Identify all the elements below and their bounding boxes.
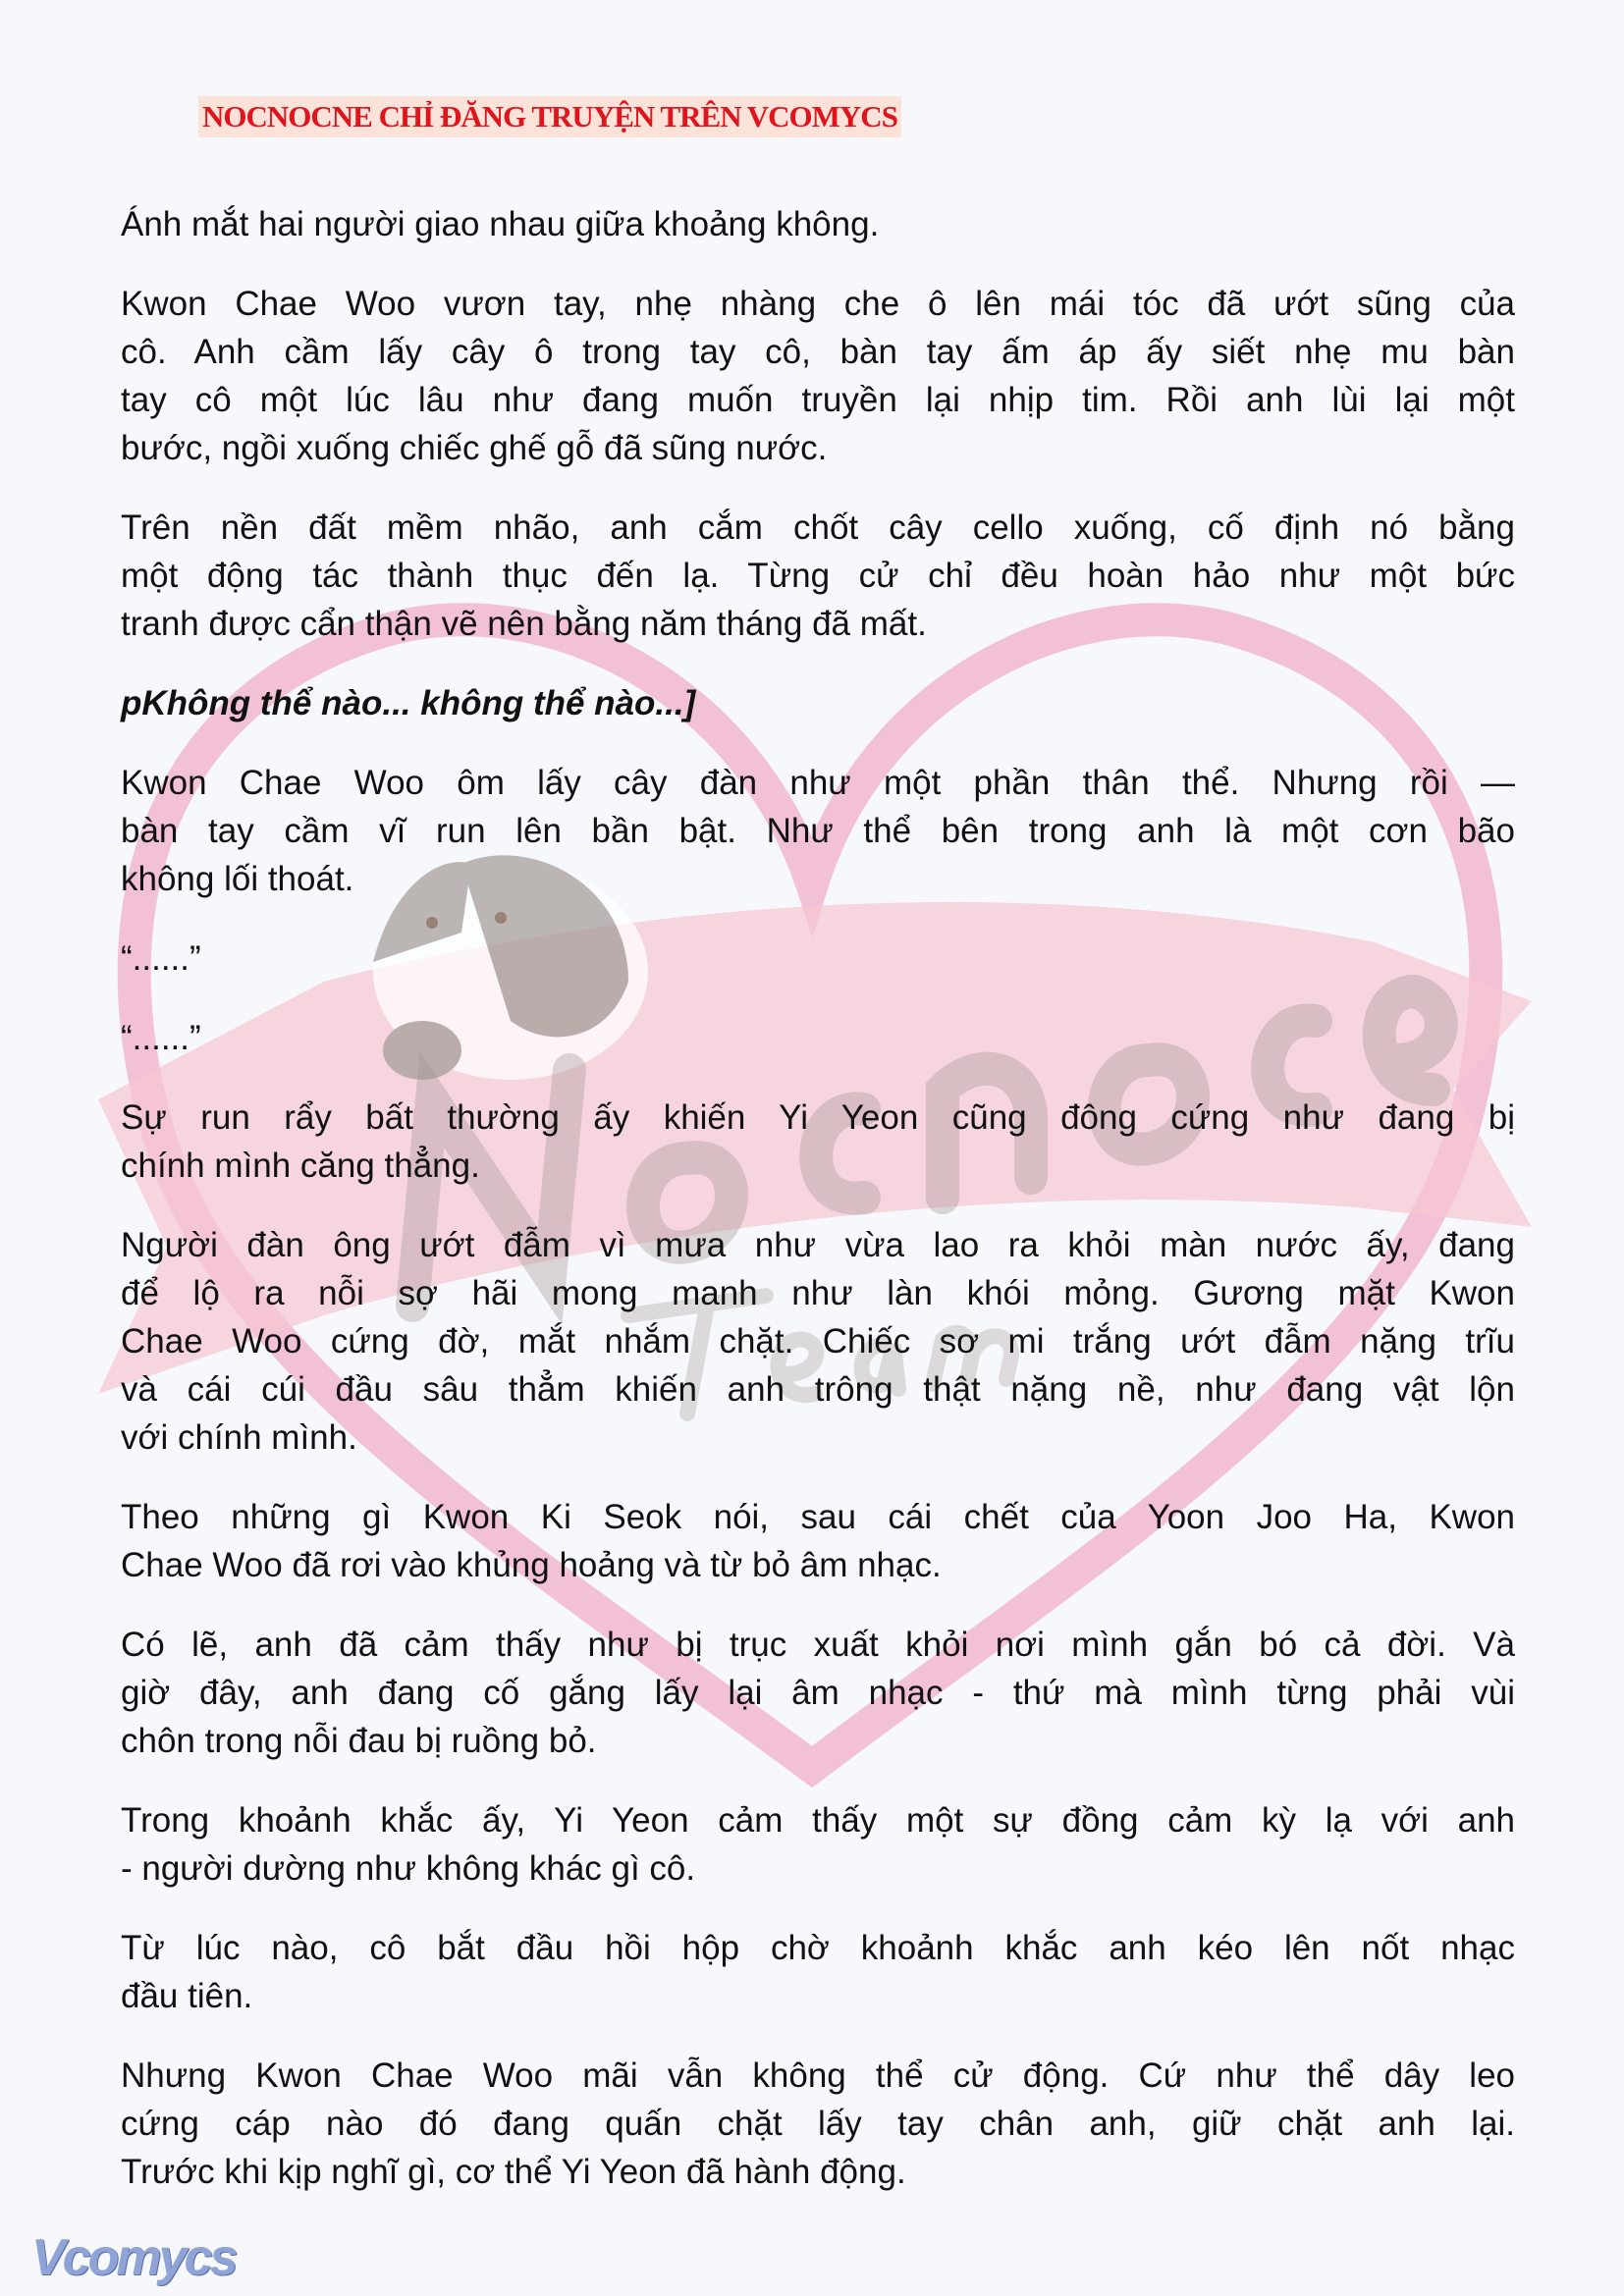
paragraph	[121, 200, 1515, 248]
paragraph	[121, 1094, 1515, 1190]
text-line: đầu tiên.	[121, 1977, 253, 2015]
text-line: “......”	[121, 939, 201, 978]
text-line: Ánh mắt hai người giao nhau giữa khoảng không.	[121, 205, 880, 243]
paragraph	[121, 1221, 1515, 1462]
text-line: Kwon Chae Woo ôm lấy cây đàn như một phần thân thể. Nhưng rồi —	[121, 764, 1515, 802]
text-line: bước, ngồi xuống chiếc ghế gỗ đã sũng nước.	[121, 429, 828, 467]
vcomycs-logo: Vcomycs	[31, 2229, 236, 2286]
text-line: Nhưng Kwon Chae Woo mãi vẫn không thể cử động. Cứ như thể dây leo	[121, 2056, 1515, 2095]
text-line: giờ đây, anh đang cố gắng lấy lại âm nhạc - thứ mà mình từng phải vùi	[121, 1674, 1515, 1712]
text-line: tay cô một lúc lâu như đang muốn truyền lại nhịp tim. Rồi anh lùi lại một	[121, 381, 1515, 419]
text-line: Chae Woo cứng đờ, mắt nhắm chặt. Chiếc sơ mi trắng ướt đẫm nặng trĩu	[121, 1322, 1515, 1361]
paragraph	[121, 2052, 1515, 2196]
paragraph	[121, 934, 1515, 983]
paragraph	[121, 1621, 1515, 1765]
text-line: Trước khi kịp nghĩ gì, cơ thể Yi Yeon đã hành động.	[121, 2153, 906, 2191]
paragraph	[121, 679, 1515, 727]
text-line: Kwon Chae Woo vươn tay, nhẹ nhàng che ô lên mái tóc đã ướt sũng của	[121, 285, 1515, 323]
text-line: không lối thoát.	[121, 860, 354, 898]
paragraph	[121, 1924, 1515, 2020]
text-line: để lộ ra nỗi sợ hãi mong manh như làn khói mỏng. Gương mặt Kwon	[121, 1274, 1515, 1312]
text-line: Người đàn ông ướt đẫm vì mưa như vừa lao ra khỏi màn nước ấy, đang	[121, 1226, 1515, 1264]
paragraph	[121, 1014, 1515, 1062]
text-line: chôn trong nỗi đau bị ruồng bỏ.	[121, 1722, 597, 1760]
text-line: - người dường như không khác gì cô.	[121, 1849, 696, 1888]
text-line: tranh được cẩn thận vẽ nên bằng năm tháng đã mất.	[121, 605, 927, 643]
text-line: “......”	[121, 1019, 201, 1057]
text-line: bàn tay cầm vĩ run lên bần bật. Như thể bên trong anh là một cơn bão	[121, 812, 1515, 850]
text-line: Chae Woo đã rơi vào khủng hoảng và từ bỏ âm nhạc.	[121, 1546, 942, 1584]
paragraph	[121, 504, 1515, 648]
text-line: cứng cáp nào đó đang quấn chặt lấy tay chân anh, giữ chặt anh lại.	[121, 2105, 1515, 2143]
paragraph	[121, 280, 1515, 472]
text-line: và cái cúi đầu sâu thẳm khiến anh trông thật nặng nề, như đang vật lộn	[121, 1370, 1515, 1409]
header-banner: NOCNOCNE CHỈ ĐĂNG TRUYỆN TRÊN VCOMYCS	[198, 96, 901, 137]
paragraph	[121, 1493, 1515, 1589]
text-line: cô. Anh cầm lấy cây ô trong tay cô, bàn tay ấm áp ấy siết nhẹ mu bàn	[121, 333, 1515, 371]
text-line: pKhông thể nào... không thể nào...]	[121, 684, 696, 722]
paragraph	[121, 759, 1515, 903]
story-text	[121, 200, 1515, 2227]
text-line: với chính mình.	[121, 1418, 357, 1457]
text-line: Có lẽ, anh đã cảm thấy như bị trục xuất khỏi nơi mình gắn bó cả đời. Và	[121, 1626, 1515, 1664]
text-line: Theo những gì Kwon Ki Seok nói, sau cái chết của Yoon Joo Ha, Kwon	[121, 1498, 1515, 1536]
text-line: Từ lúc nào, cô bắt đầu hồi hộp chờ khoảnh khắc anh kéo lên nốt nhạc	[121, 1929, 1515, 1967]
text-line: Sự run rẩy bất thường ấy khiến Yi Yeon cũng đông cứng như đang bị	[121, 1098, 1515, 1137]
text-line: một động tác thành thục đến lạ. Từng cử chỉ đều hoàn hảo như một bức	[121, 557, 1515, 595]
text-line: Trong khoảnh khắc ấy, Yi Yeon cảm thấy một sự đồng cảm kỳ lạ với anh	[121, 1801, 1515, 1840]
text-line: chính mình căng thẳng.	[121, 1147, 480, 1185]
paragraph	[121, 1796, 1515, 1893]
text-line: Trên nền đất mềm nhão, anh cắm chốt cây cello xuống, cố định nó bằng	[121, 508, 1515, 547]
